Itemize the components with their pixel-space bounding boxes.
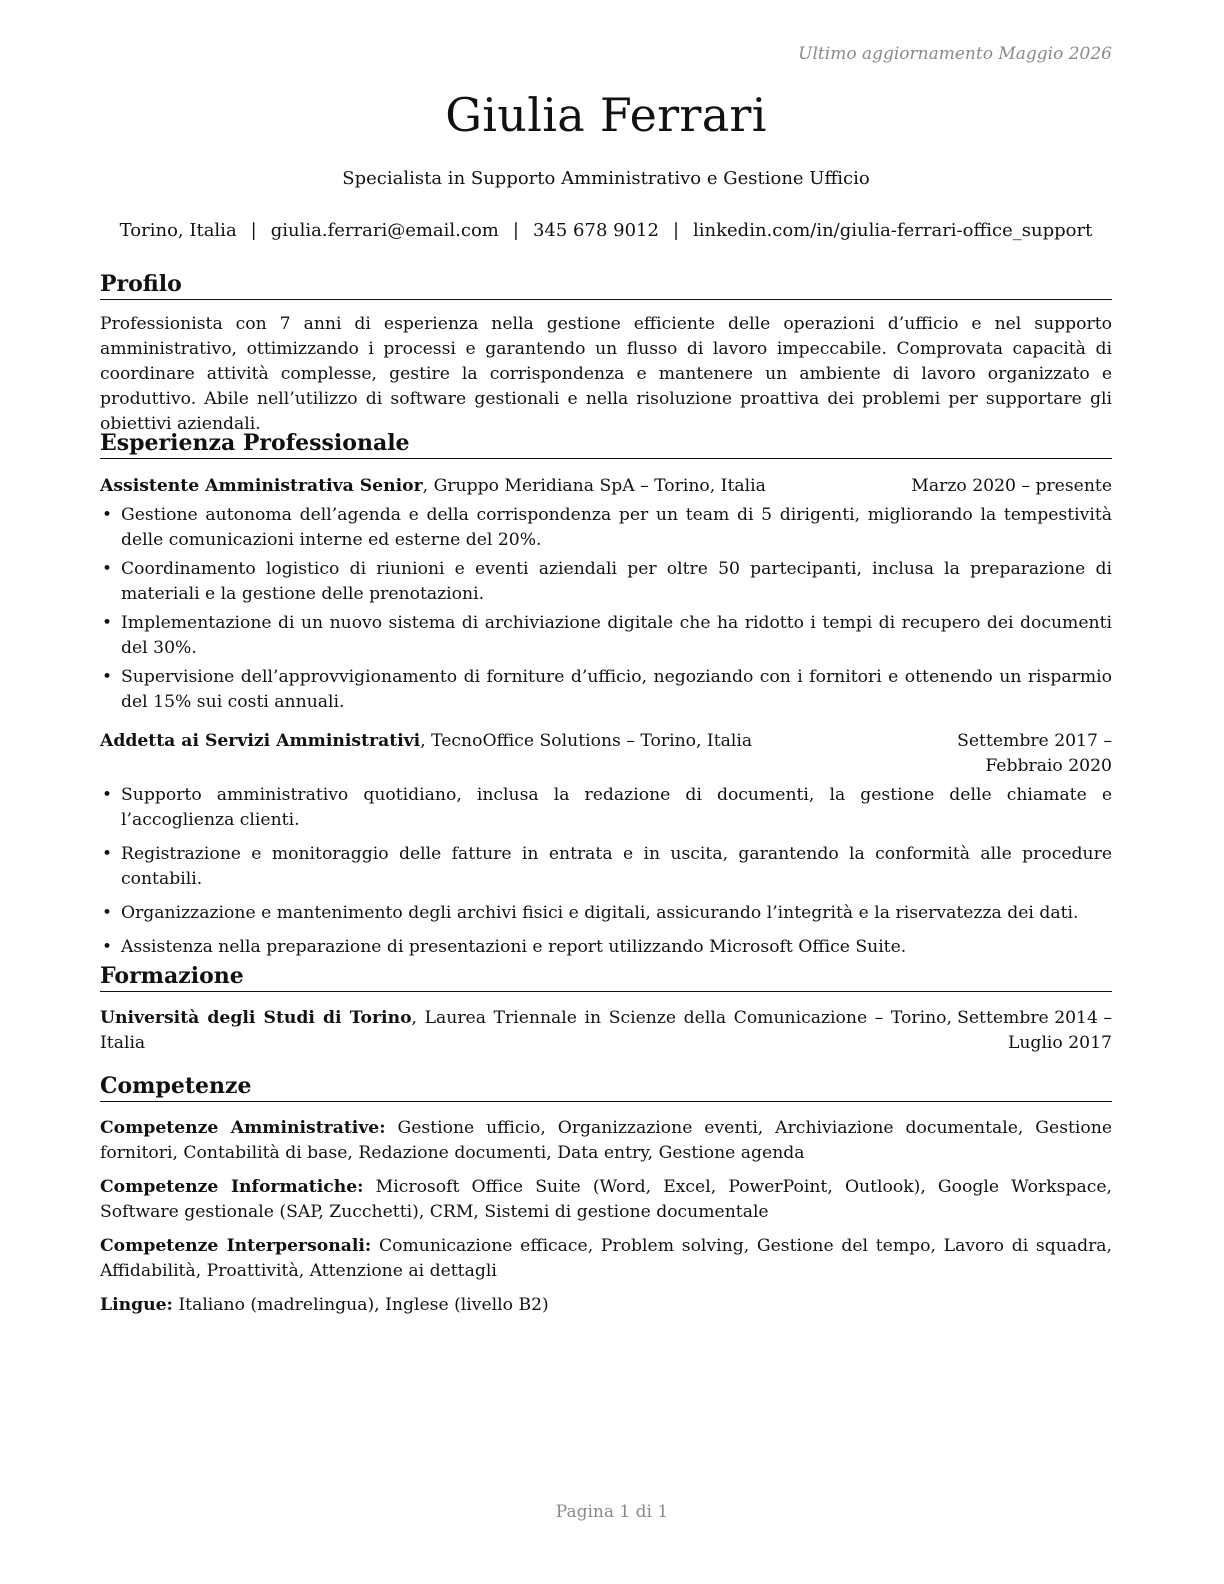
- contact-linkedin[interactable]: linkedin.com/in/giulia-ferrari-office_support: [693, 220, 1093, 241]
- skill-value: Comunicazione efficace, Problem solving, Gestione del tempo, Lavoro di squadra, Affidabilità, Proattività, Attenzione ai dettagli: [100, 1236, 1113, 1281]
- list-item: • Assistenza nella preparazione di presentazioni e report utilizzando Microsoft Office Suite.: [100, 935, 1112, 960]
- profile-text: Professionista con 7 anni di esperienza nella gestione efficiente delle operazioni d’ufficio e nel supporto amministrativo, ottimizzando i processi e garantendo un flusso di lavoro impeccabile. Comprovata capacità di coordinare attività complesse, gestire la corrispondenza e mantenere un ambiente di lavoro organizzato e produttivo. Abile nell’utilizzo di software gestionali e nella risoluzione proattiva dei problemi per supportare gli obiettivi aziendali.: [100, 314, 1112, 434]
- contact-line: [100, 220, 1112, 241]
- list-item: • Supporto amministrativo quotidiano, inclusa la redazione di documenti, la gestione delle chiamate e l’accoglienza clienti.: [102, 785, 1112, 830]
- education-entry: [100, 1006, 1112, 1056]
- job-company: , TecnoOffice Solutions – Torino, Italia: [420, 731, 753, 751]
- job-role: Addetta ai Servizi Amministrativi: [100, 731, 421, 751]
- last-updated: Ultimo aggiornamento Maggio 2026: [798, 44, 1112, 64]
- list-item: • Gestione autonoma dell’agenda e della corrispondenza per un team di 5 dirigenti, migliorando la tempestività delle comunicazioni interne ed esterne del 20%.: [102, 505, 1112, 550]
- job-bullets: [100, 783, 1112, 960]
- skills-list: [100, 1116, 1112, 1318]
- page-number: Pagina 1 di 1: [555, 1502, 669, 1522]
- contact-separator: |: [250, 220, 257, 241]
- bullet-icon: •: [102, 613, 113, 633]
- list-item: • Implementazione di un nuovo sistema di archiviazione digitale che ha ridotto i tempi di recupero dei documenti del 30%.: [102, 613, 1112, 658]
- bullet-icon: •: [102, 667, 113, 687]
- contact-location: Torino, Italia: [119, 220, 237, 241]
- job-company: , Gruppo Meridiana SpA – Torino, Italia: [422, 476, 766, 496]
- education-dates: Settembre 2014 – Luglio 2017: [957, 1008, 1112, 1053]
- list-item: • Supervisione dell’approvvigionamento di forniture d’ufficio, negoziando con i fornitori e ottenendo un risparmio del 15% sui costi annuali.: [102, 667, 1112, 712]
- bullet-icon: •: [102, 937, 113, 957]
- bullet-icon: •: [102, 505, 113, 525]
- skill-label: Competenze Informatiche:: [100, 1177, 364, 1197]
- contact-phone: 345 678 9012: [532, 220, 659, 241]
- education-details: , Laurea Triennale in Scienze della Comunicazione – Torino, Italia: [100, 1008, 952, 1053]
- list-item: • Organizzazione e mantenimento degli archivi fisici e digitali, assicurando l’integrità e la riservatezza dei dati.: [100, 901, 1112, 926]
- contact-separator: |: [512, 220, 519, 241]
- job-dates: Settembre 2017 – Febbraio 2020: [957, 731, 1112, 776]
- skills-section: [100, 1072, 1112, 1327]
- experience-section: [100, 429, 1112, 964]
- skill-value: Gestione ufficio, Organizzazione eventi, Archiviazione documentale, Gestione fornitori, Contabilità di base, Redazione documenti, Data entry, Gestione agenda: [100, 1118, 1113, 1163]
- section-title-experience: Esperienza Professionale: [100, 429, 1112, 459]
- skill-label: Competenze Amministrative:: [100, 1118, 386, 1138]
- skill-label: Competenze Interpersonali:: [100, 1236, 372, 1256]
- list-item: • Registrazione e monitoraggio delle fatture in entrata e in uscita, garantendo la conformità alle procedure contabili.: [102, 844, 1112, 889]
- education-section: [100, 962, 1112, 1056]
- job-header: [100, 729, 1112, 779]
- skill-row: [100, 1293, 1112, 1318]
- job-entry: [100, 474, 1112, 715]
- skill-label: Lingue:: [100, 1295, 173, 1315]
- education-institution: Università degli Studi di Torino: [100, 1008, 412, 1028]
- job-dates: Marzo 2020 – presente: [911, 476, 1112, 496]
- skill-row: [100, 1175, 1112, 1225]
- job-entry: [100, 729, 1112, 960]
- section-title-education: Formazione: [100, 962, 1112, 992]
- skill-row: [100, 1234, 1112, 1284]
- section-title-profile: Profilo: [100, 270, 1112, 300]
- skill-value: Microsoft Office Suite (Word, Excel, PowerPoint, Outlook), Google Workspace, Software gestionale (SAP, Zucchetti), CRM, Sistemi di gestione documentale: [100, 1177, 1112, 1222]
- job-role: Assistente Amministrativa Senior: [100, 476, 423, 496]
- section-title-skills: Competenze: [100, 1072, 1112, 1102]
- candidate-name: Giulia Ferrari: [445, 88, 767, 142]
- contact-email[interactable]: giulia.ferrari@email.com: [270, 220, 499, 241]
- bullet-icon: •: [102, 785, 113, 805]
- job-bullets: [100, 503, 1112, 715]
- bullet-icon: •: [102, 903, 113, 923]
- profile-section: [100, 270, 1112, 437]
- skill-row: [100, 1116, 1112, 1166]
- bullet-icon: •: [102, 559, 113, 579]
- skill-value: Italiano (madrelingua), Inglese (livello B2): [172, 1295, 549, 1315]
- list-item: • Coordinamento logistico di riunioni e eventi aziendali per oltre 50 partecipanti, inclusa la preparazione di materiali e la gestione delle prenotazioni.: [102, 559, 1112, 604]
- bullet-icon: •: [102, 844, 113, 864]
- job-header: [100, 474, 1112, 499]
- job-subtitle: Specialista in Supporto Amministrativo e Gestione Ufficio: [342, 168, 870, 189]
- contact-separator: |: [672, 220, 680, 241]
